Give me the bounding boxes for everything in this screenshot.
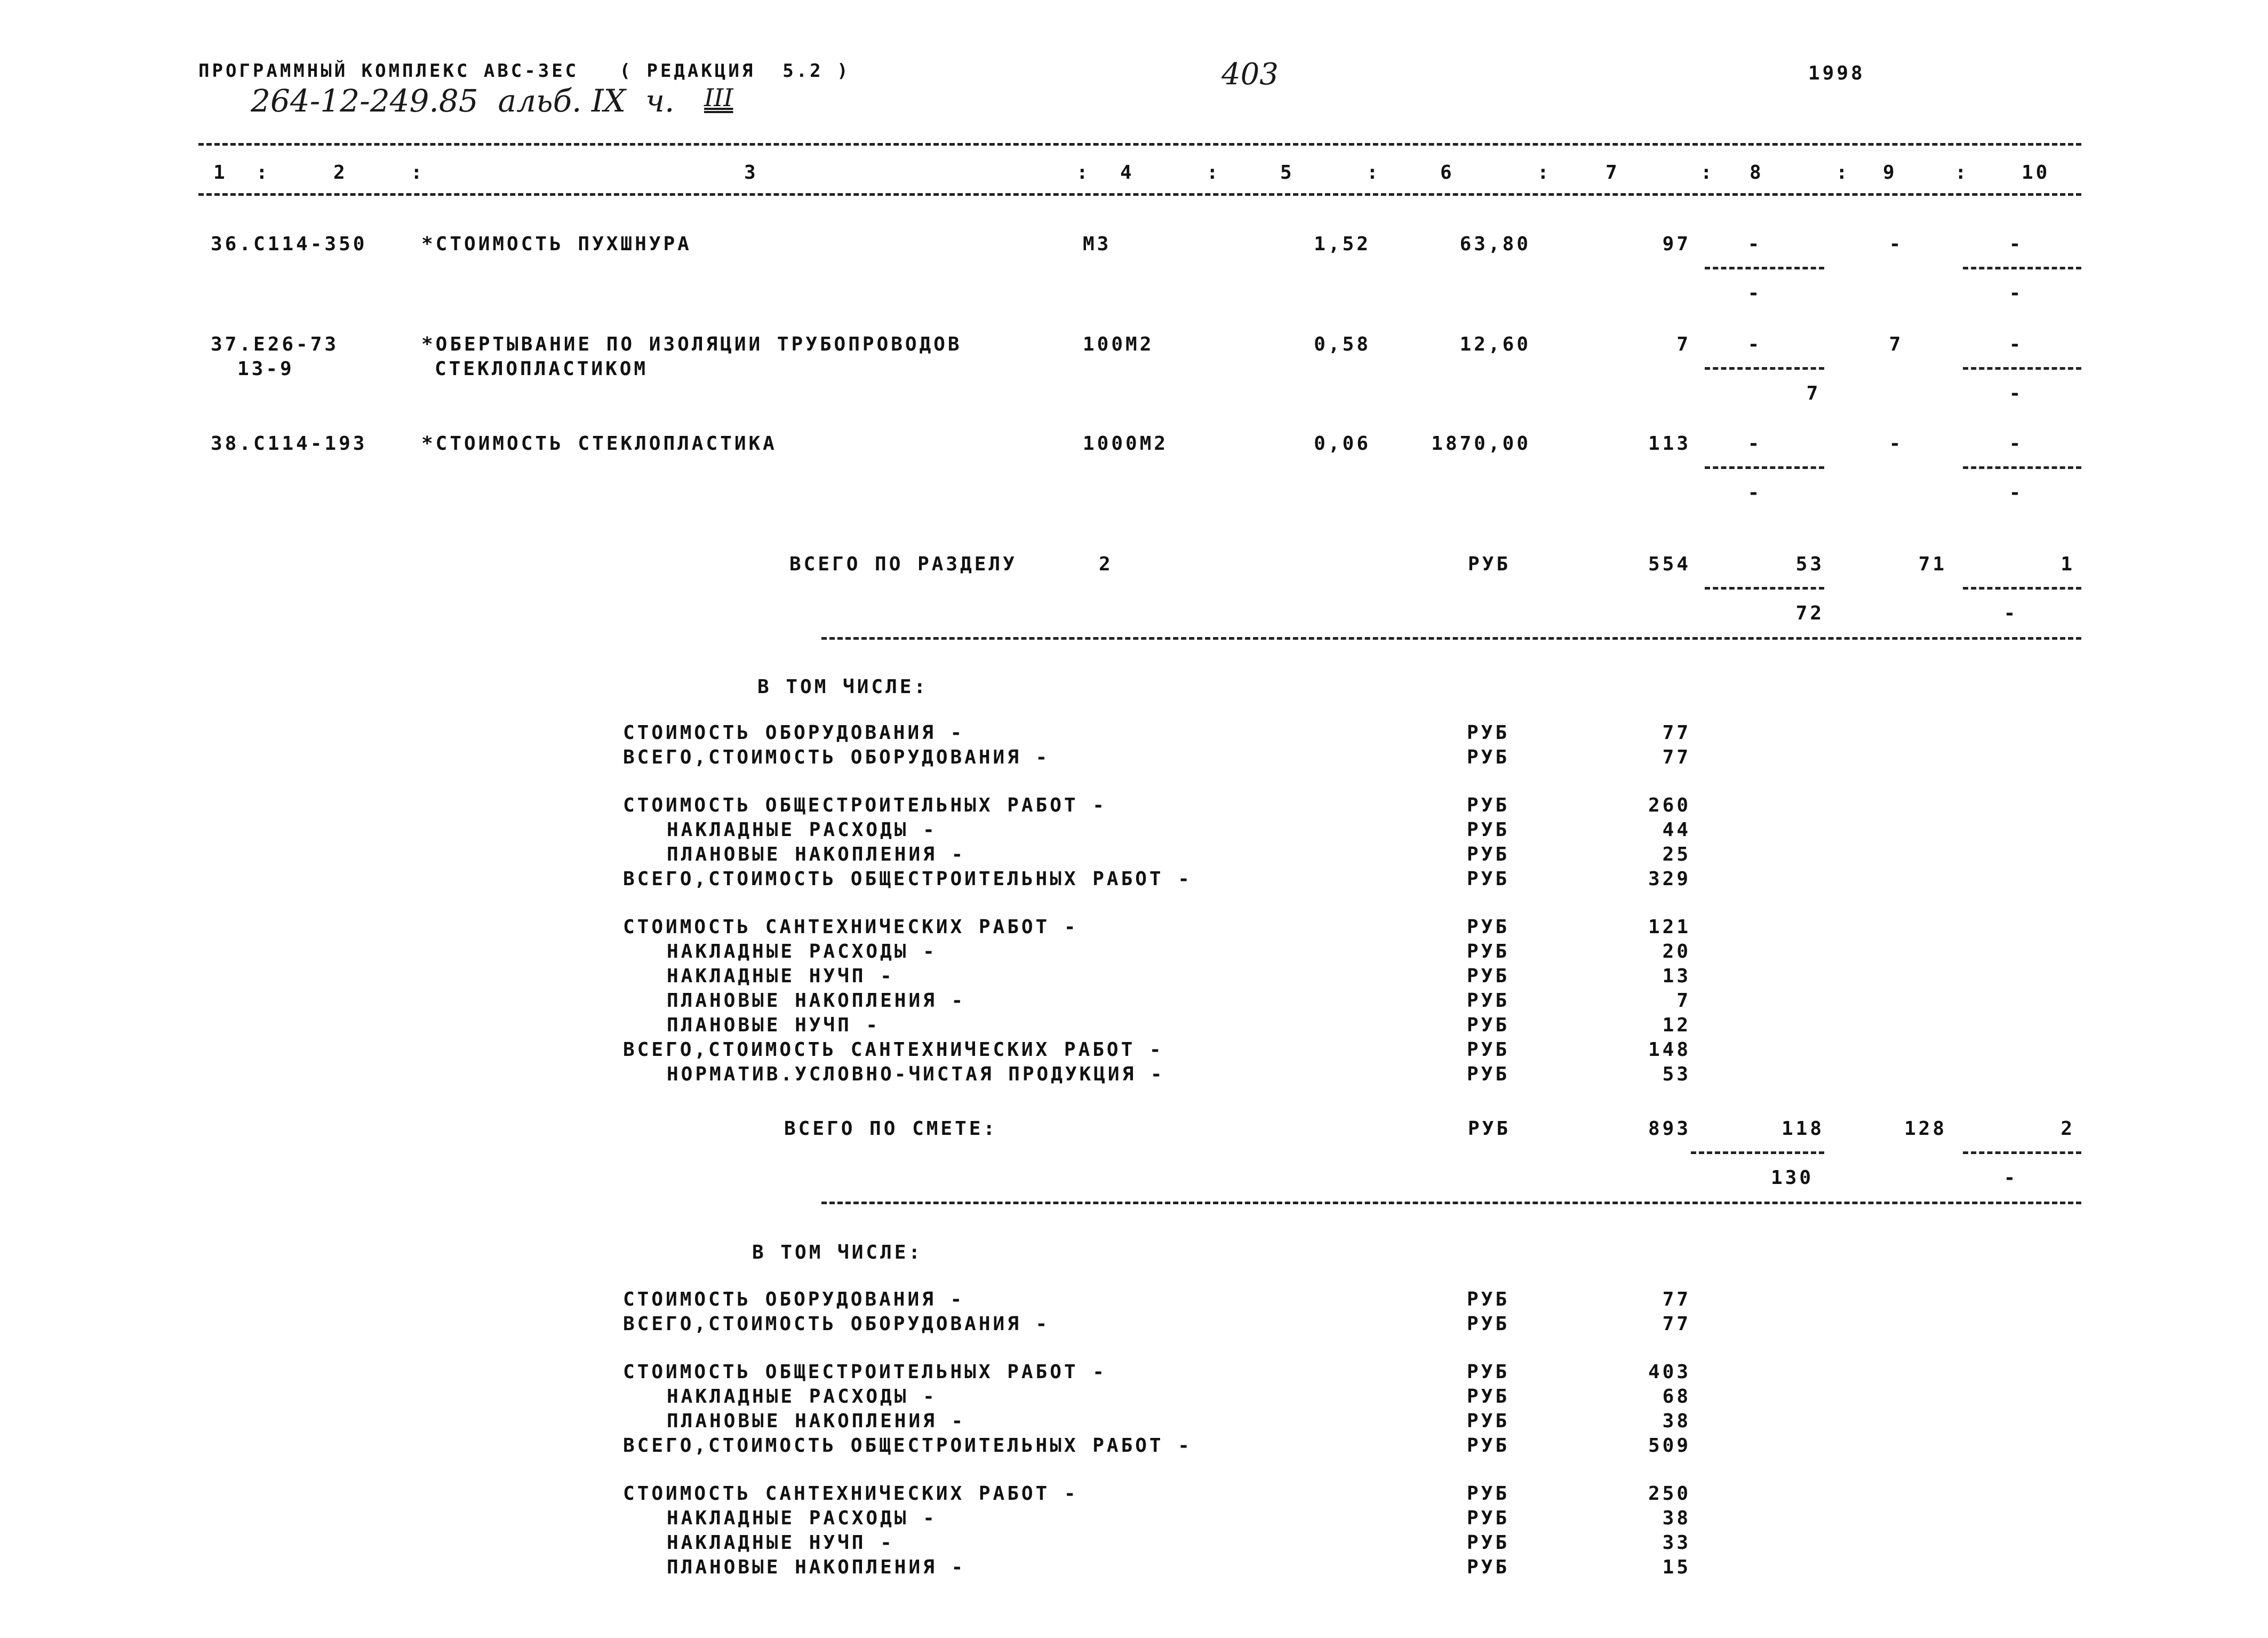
row-code: 37.Е26-73 (211, 333, 339, 355)
breakdown-value: 148 (1648, 1039, 1691, 1061)
row-name: *СТОИМОСТЬ СТЕКЛОПЛАСТИКА (421, 433, 777, 455)
row-col8b: 7 (1806, 383, 1821, 404)
program-title: ПРОГРАММНЫЙ КОМПЛЕКС АВС-3ЕС ( РЕДАКЦИЯ 5.2 ) (198, 60, 851, 82)
column-header-2: 2 (333, 162, 348, 184)
breakdown-value: 13 (1662, 965, 1691, 987)
row-unit-price: 12,60 (1459, 333, 1531, 355)
row-col8b: - (1747, 482, 1762, 504)
estimate-total-col10: 2 (2061, 1118, 2075, 1140)
column-header-10: 10 (2022, 162, 2050, 184)
breakdown-unit: РУБ (1467, 746, 1510, 768)
estimate-total-sum: 893 (1648, 1118, 1691, 1140)
column-separator: : (1955, 162, 1969, 184)
breakdown-value: 20 (1662, 941, 1691, 963)
breakdown-unit: РУБ (1467, 1014, 1510, 1036)
estimate-total-col10b: - (2003, 1167, 2018, 1189)
section-total-unit: РУБ (1468, 553, 1511, 575)
row-total: 97 (1662, 233, 1691, 255)
row-col8: - (1747, 433, 1762, 455)
row-col10: - (2009, 433, 2024, 455)
breakdown-label: НАКЛАДНЫЕ РАСХОДЫ - (667, 1386, 937, 1408)
breakdown-label: НАКЛАДНЫЕ НУЧП - (667, 965, 895, 987)
row-total: 113 (1648, 433, 1691, 455)
estimate-total-unit: РУБ (1468, 1118, 1511, 1140)
column-header-4: 4 (1120, 162, 1135, 184)
breakdown-unit: РУБ (1467, 1386, 1510, 1408)
row-unit: 100М2 (1083, 333, 1154, 355)
row-col10: - (2009, 333, 2024, 355)
section-total-col8b: 72 (1795, 602, 1824, 624)
breakdown-unit: РУБ (1467, 1039, 1510, 1061)
column-header-7: 7 (1606, 162, 1620, 184)
breakdown-label: ПЛАНОВЫЕ НАКОПЛЕНИЯ - (667, 990, 966, 1012)
row-name: *СТОИМОСТЬ ПУХШНУРА (421, 233, 692, 255)
breakdown-label: НАКЛАДНЫЕ РАСХОДЫ - (667, 1507, 937, 1529)
section-total-label: ВСЕГО ПО РАЗДЕЛУ (789, 553, 1017, 575)
breakdown-unit: РУБ (1467, 1313, 1510, 1335)
breakdown-label: СТОИМОСТЬ ОБЩЕСТРОИТЕЛЬНЫХ РАБОТ - (623, 1361, 1107, 1383)
breakdown-unit: РУБ (1467, 1410, 1510, 1432)
breakdown-unit: РУБ (1467, 1483, 1510, 1505)
breakdown-label: ПЛАНОВЫЕ НАКОПЛЕНИЯ - (667, 844, 966, 865)
column-header-1: 1 (213, 162, 228, 184)
row-col9: - (1889, 433, 1904, 455)
row-col8b: - (1747, 282, 1762, 304)
page-number: 403 (1221, 57, 1279, 92)
row-unit: 1000М2 (1083, 433, 1169, 455)
column-separator: : (1367, 162, 1381, 184)
estimate-total-col8: 118 (1781, 1118, 1824, 1140)
row-quantity: 0,58 (1314, 333, 1371, 355)
row-code: 38.С114-193 (211, 433, 368, 455)
estimate-total-col8b: 130 (1770, 1167, 1814, 1189)
breakdown-unit: РУБ (1467, 722, 1510, 744)
year: 1998 (1808, 62, 1865, 84)
breakdown-unit: РУБ (1467, 1532, 1510, 1554)
section-total-col8: 53 (1795, 553, 1824, 575)
estimate-breakdown-title: В ТОМ ЧИСЛЕ: (752, 1242, 923, 1263)
row-unit-price: 63,80 (1459, 233, 1531, 255)
breakdown-value: 77 (1662, 1313, 1691, 1335)
handwritten-part: III (704, 83, 733, 112)
breakdown-label: НАКЛАДНЫЕ РАСХОДЫ - (667, 941, 937, 963)
column-header-8: 8 (1750, 162, 1764, 184)
breakdown-value: 38 (1662, 1507, 1691, 1529)
breakdown-value: 509 (1648, 1435, 1691, 1457)
breakdown-value: 15 (1662, 1556, 1691, 1578)
row-total: 7 (1676, 333, 1691, 355)
section-breakdown-title: В ТОМ ЧИСЛЕ: (757, 676, 929, 698)
section-total-sum: 554 (1648, 553, 1691, 575)
handwritten-reference: 264-12-249.85 альб. IX ч. (251, 83, 675, 119)
column-separator: : (1537, 162, 1552, 184)
breakdown-value: 77 (1662, 1289, 1691, 1310)
header-rule-top (198, 143, 2081, 146)
column-separator: : (1207, 162, 1221, 184)
breakdown-unit: РУБ (1467, 1556, 1510, 1578)
column-separator: : (256, 162, 270, 184)
breakdown-unit: РУБ (1467, 1435, 1510, 1457)
breakdown-label: ПЛАНОВЫЕ НУЧП - (667, 1014, 881, 1036)
estimate-total-col9: 128 (1904, 1118, 1947, 1140)
breakdown-label: СТОИМОСТЬ ОБОРУДОВАНИЯ - (623, 722, 965, 744)
breakdown-unit: РУБ (1467, 868, 1510, 890)
breakdown-label: СТОИМОСТЬ САНТЕХНИЧЕСКИХ РАБОТ - (623, 1483, 1079, 1505)
row-col10: - (2009, 233, 2024, 255)
breakdown-label: ВСЕГО,СТОИМОСТЬ САНТЕХНИЧЕСКИХ РАБОТ - (623, 1039, 1164, 1061)
row-name-cont: СТЕКЛОПЛАСТИКОМ (435, 358, 649, 380)
breakdown-label: СТОИМОСТЬ ОБЩЕСТРОИТЕЛЬНЫХ РАБОТ - (623, 794, 1107, 816)
row-unit-price: 1870,00 (1431, 433, 1531, 455)
row-col9: - (1889, 233, 1904, 255)
breakdown-value: 329 (1648, 868, 1691, 890)
row-code-sub: 13-9 (237, 358, 294, 380)
section-total-number: 2 (1099, 553, 1113, 575)
column-header-9: 9 (1883, 162, 1897, 184)
breakdown-unit: РУБ (1467, 990, 1510, 1012)
row-quantity: 1,52 (1314, 233, 1371, 255)
row-unit: М3 (1083, 233, 1112, 255)
breakdown-label: ПЛАНОВЫЕ НАКОПЛЕНИЯ - (667, 1410, 966, 1432)
column-separator: : (1076, 162, 1091, 184)
breakdown-value: 77 (1662, 722, 1691, 744)
column-separator: : (411, 162, 425, 184)
breakdown-value: 44 (1662, 819, 1691, 841)
column-separator: : (1700, 162, 1715, 184)
column-header-5: 5 (1280, 162, 1295, 184)
breakdown-unit: РУБ (1467, 1063, 1510, 1085)
breakdown-value: 77 (1662, 746, 1691, 768)
estimate-total-rule (821, 1202, 2081, 1204)
breakdown-value: 403 (1648, 1361, 1691, 1383)
breakdown-value: 260 (1648, 794, 1691, 816)
breakdown-unit: РУБ (1467, 844, 1510, 865)
row-name: *ОБЕРТЫВАНИЕ ПО ИЗОЛЯЦИИ ТРУБОПРОВОДОВ (421, 333, 962, 355)
breakdown-value: 25 (1662, 844, 1691, 865)
breakdown-label: НАКЛАДНЫЕ НУЧП - (667, 1532, 895, 1554)
breakdown-label: НАКЛАДНЫЕ РАСХОДЫ - (667, 819, 937, 841)
section-total-rule (821, 637, 2081, 640)
breakdown-label: СТОИМОСТЬ САНТЕХНИЧЕСКИХ РАБОТ - (623, 916, 1079, 938)
section-total-col10: 1 (2061, 553, 2075, 575)
breakdown-unit: РУБ (1467, 819, 1510, 841)
header-rule-bottom (198, 193, 2081, 196)
column-header-6: 6 (1440, 162, 1455, 184)
breakdown-value: 12 (1662, 1014, 1691, 1036)
breakdown-value: 53 (1662, 1063, 1691, 1085)
breakdown-value: 33 (1662, 1532, 1691, 1554)
breakdown-label: СТОИМОСТЬ ОБОРУДОВАНИЯ - (623, 1289, 965, 1310)
row-code: 36.С114-350 (211, 233, 368, 255)
row-col8: - (1747, 333, 1762, 355)
column-header-3: 3 (744, 162, 758, 184)
breakdown-unit: РУБ (1467, 1507, 1510, 1529)
breakdown-label: ВСЕГО,СТОИМОСТЬ ОБОРУДОВАНИЯ - (623, 1313, 1050, 1335)
breakdown-label: НОРМАТИВ.УСЛОВНО-ЧИСТАЯ ПРОДУКЦИЯ - (667, 1063, 1165, 1085)
row-quantity: 0,06 (1314, 433, 1371, 455)
column-separator: : (1836, 162, 1850, 184)
breakdown-unit: РУБ (1467, 794, 1510, 816)
breakdown-value: 68 (1662, 1386, 1691, 1408)
breakdown-unit: РУБ (1467, 941, 1510, 963)
breakdown-unit: РУБ (1467, 965, 1510, 987)
breakdown-label: ПЛАНОВЫЕ НАКОПЛЕНИЯ - (667, 1556, 966, 1578)
section-total-col9: 71 (1918, 553, 1947, 575)
breakdown-label: ВСЕГО,СТОИМОСТЬ ОБОРУДОВАНИЯ - (623, 746, 1050, 768)
breakdown-value: 38 (1662, 1410, 1691, 1432)
estimate-total-label: ВСЕГО ПО СМЕТЕ: (784, 1118, 998, 1140)
row-col10b: - (2009, 282, 2024, 304)
breakdown-label: ВСЕГО,СТОИМОСТЬ ОБЩЕСТРОИТЕЛЬНЫХ РАБОТ - (623, 868, 1192, 890)
breakdown-value: 250 (1648, 1483, 1691, 1505)
row-col8: - (1747, 233, 1762, 255)
row-col9: 7 (1889, 333, 1904, 355)
breakdown-unit: РУБ (1467, 1289, 1510, 1310)
breakdown-value: 7 (1676, 990, 1691, 1012)
row-col10b: - (2009, 482, 2024, 504)
breakdown-unit: РУБ (1467, 916, 1510, 938)
breakdown-label: ВСЕГО,СТОИМОСТЬ ОБЩЕСТРОИТЕЛЬНЫХ РАБОТ - (623, 1435, 1192, 1457)
section-total-col10b: - (2003, 602, 2018, 624)
breakdown-unit: РУБ (1467, 1361, 1510, 1383)
row-col10b: - (2009, 383, 2024, 404)
breakdown-value: 121 (1648, 916, 1691, 938)
